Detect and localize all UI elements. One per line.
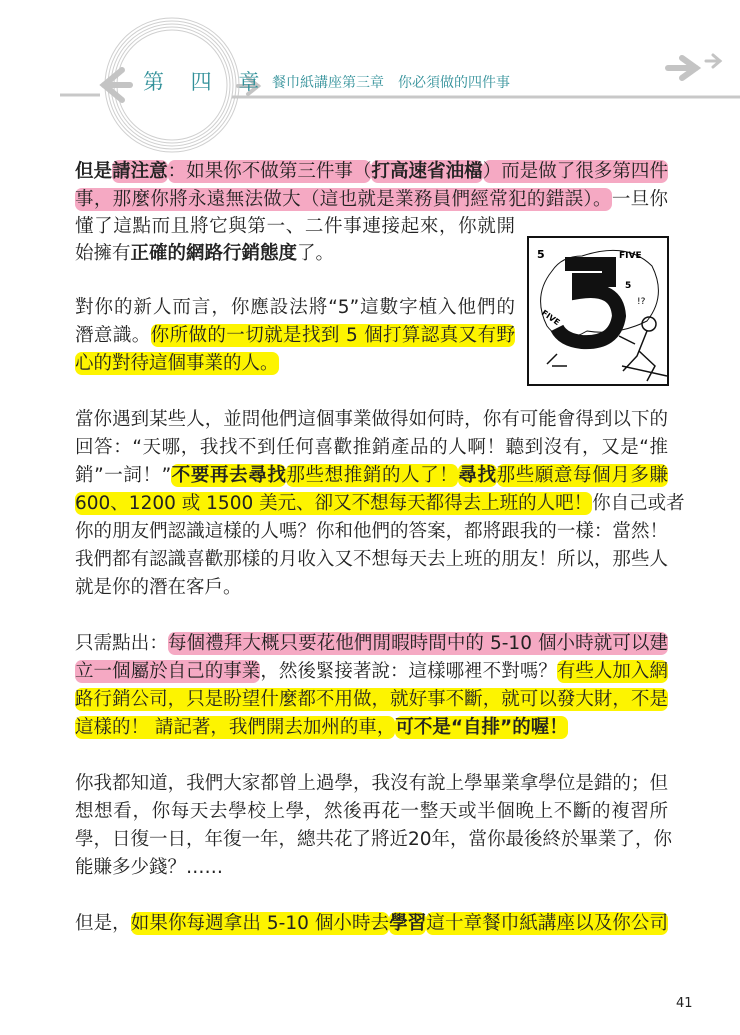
text-line [75,799,668,825]
pink-highlight-text: 事，那麼你將永遠無法做大（這也就是業務員們經常犯的錯誤）。 [75,189,612,210]
chapter-header [0,0,740,160]
text-line [75,575,242,601]
yellow-highlight-text: 如果你每週拿出 5-10 個小時去 [130,913,390,934]
text-segment: 銷”一詞！” [75,465,172,486]
yellow-highlight-text: 學習 [389,913,427,934]
chapter-subtitle: 餐巾紙講座第三章 你必須做的四件事 [272,75,510,91]
text-segment: 懂了這點而且將它與第一、二件事連接起來，你就開 [75,216,515,237]
bold-text: 正確的網路行銷態度 [130,243,298,264]
text-line [75,295,515,321]
text-line [75,547,668,573]
text-line [75,659,668,685]
text-segment: 始擁有 [75,243,131,264]
text-line [75,687,668,713]
left-arrow-icon [104,70,130,100]
yellow-highlight-text: 600、1200 或 1500 美元、卻又不想每天都得去上班的人吧！ [75,493,593,514]
text-segment: 對你的新人而言，你應設法將“5”這數字植入他們的 [75,297,515,318]
text-segment: 你我都知道，我們大家都曾上過學，我沒有說上學畢業拿學位是錯的；但 [75,773,668,794]
text-line [75,715,568,741]
svg-text:FIVE: FIVE [539,308,562,328]
text-segment: 了。 [297,243,335,264]
yellow-highlight-text: 那些想推銷的人了！ [286,465,459,486]
text-line [75,351,279,377]
yellow-highlight-text: 路行銷公司，只是盼望什麼都不用做，就好事不斷，就可以發大財，不是 [75,689,668,710]
text-segment: 回答：“天哪，我找不到任何喜歡推銷產品的人啊！聽到沒有，又是“推 [75,437,668,458]
text-line [75,187,668,213]
svg-text:5: 5 [537,248,545,261]
text-line [75,631,668,657]
right-arrow-icon [668,55,720,78]
yellow-highlight-text: 有些人加入網 [556,661,668,682]
text-line [75,463,668,489]
text-segment: 想想看，你每天去學校上學，然後再花一整天或半個晚上不斷的複習所 [75,801,668,822]
text-line [75,407,668,433]
yellow-highlight-text: 這樣的！ 請記著，我們開去加州的車， [75,717,396,738]
text-segment: 只需點出： [75,633,168,654]
pink-highlight-text: 請注意 [112,161,168,182]
svg-text:5: 5 [625,281,632,291]
text-segment: 你的朋友們認識這樣的人嗎？你和他們的答案，都將跟我的一樣：當然！ [75,521,668,542]
text-segment: 我們都有認識喜歡那樣的月收入又不想每天去上班的朋友！所以，那些人 [75,549,668,570]
pink-highlight-text: 每個禮拜大概只要花他們閒暇時間中的 5-10 個小時就可以建 [167,633,668,654]
text-line [75,323,515,349]
illustration-five [527,236,669,390]
pink-highlight-text: ）而是做了很多第四件 [482,161,668,182]
text-segment: 當你遇到某些人，並問他們這個事業做得如何時，你有可能會得到以下的 [75,409,668,430]
text-segment: 一旦你 [611,189,668,210]
yellow-highlight-text: 那些願意每個月多賺 [496,465,668,486]
text-line [75,519,668,545]
pink-highlight-text: ：如果你不做第三件事（ [167,161,372,182]
yellow-highlight-text: 尋找 [458,465,497,486]
pink-highlight-text: 打高速省油檔 [371,161,483,182]
bold-text: 但是 [75,161,113,182]
text-line [75,911,668,937]
text-segment: 能賺多少錢？…… [75,857,224,878]
text-segment: 潛意識。 [75,325,151,346]
text-segment: 但是， [75,913,131,934]
text-segment: 就是你的潛在客戶。 [75,577,242,598]
text-segment: 學，日復一日，年復一年，總共花了將近20年，當你最後終於畢業了，你 [75,829,673,850]
pink-highlight-text: 立一個屬於自己的事業 [75,661,261,682]
text-line [75,771,668,797]
text-line [75,435,668,461]
text-line [75,214,515,240]
yellow-highlight-text: 你所做的一切就是找到 5 個打算認真又有野 [150,325,515,346]
text-line [75,491,685,517]
text-segment: ，然後緊接著說：這樣哪裡不對嗎？ [260,661,557,682]
page-number: 41 [676,996,693,1011]
text-segment: 你自己或者 [592,493,685,514]
yellow-highlight-text: 可不是“自排”的喔！ [395,717,568,738]
text-line [75,827,673,853]
text-line [75,241,334,267]
text-line [75,159,668,185]
svg-text:FIVE: FIVE [619,251,642,261]
yellow-highlight-text: 心的對待這個事業的人。 [75,353,279,374]
text-line [75,855,223,881]
yellow-highlight-text: 不要再去尋找 [171,465,287,486]
svg-text:!?: !? [637,297,646,307]
yellow-highlight-text: 這十章餐巾紙講座以及你公司 [426,913,668,934]
chapter-title: 第 四 章 [143,70,270,94]
